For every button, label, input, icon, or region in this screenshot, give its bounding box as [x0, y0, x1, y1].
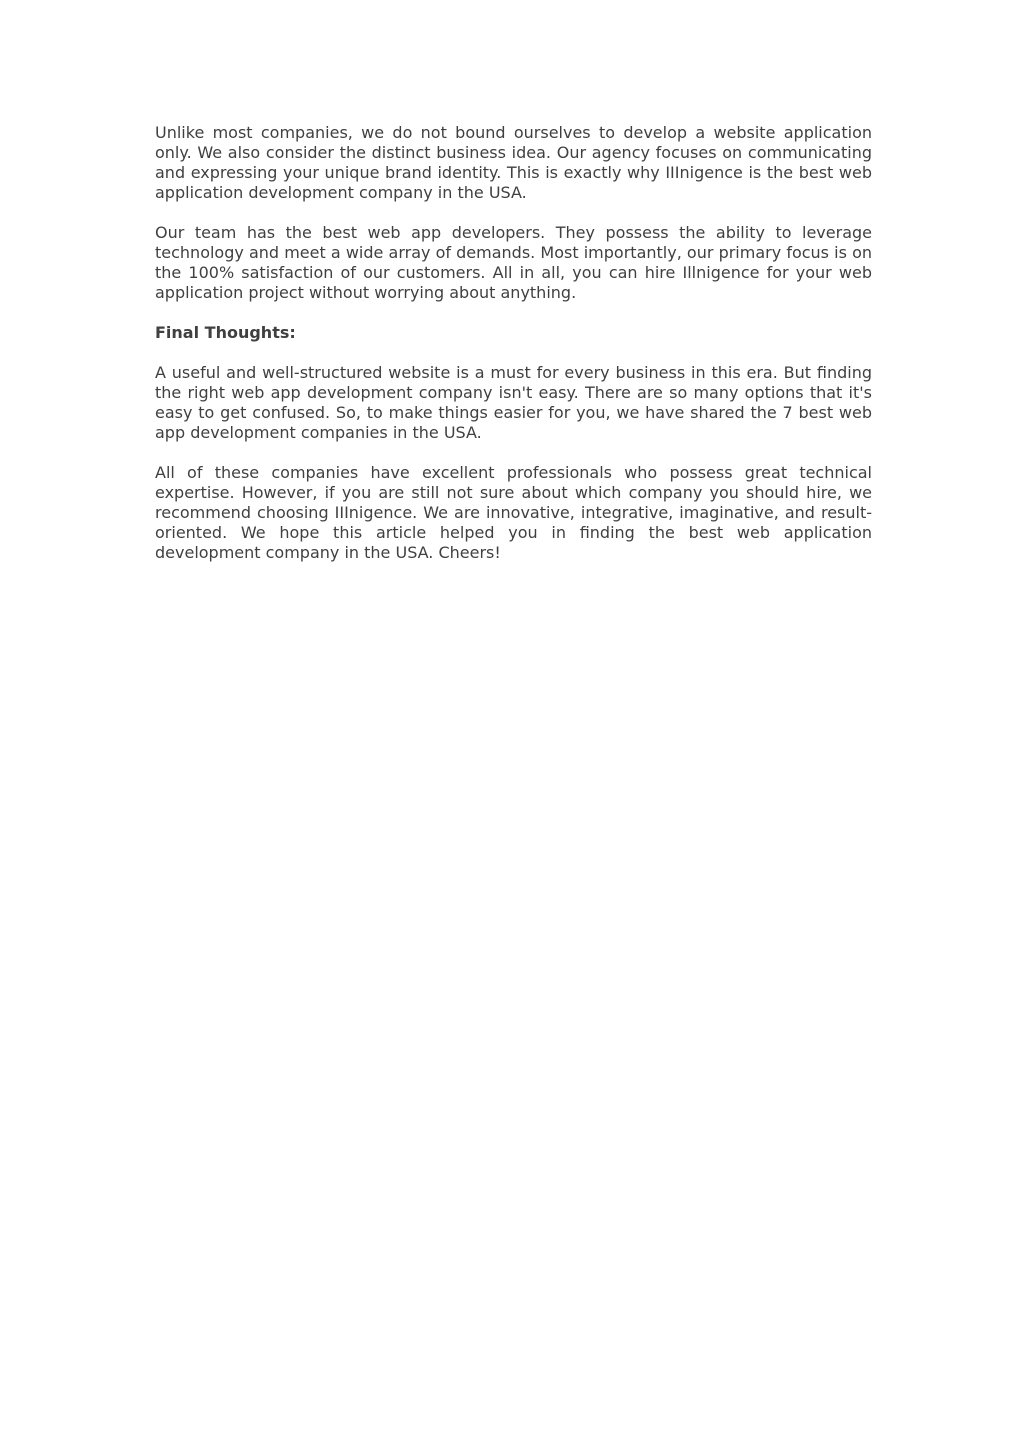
paragraph-recommendation: All of these companies have excellent professionals who possess great technical expertise. However, if you are still not sure about which company you should hire, we recommend choosing IIInigence. We are innovative, integrative, imaginative, and result-oriented. We hope this article helped you in finding the best web application development company in the USA. Cheers!	[155, 463, 872, 562]
document-page	[155, 123, 872, 583]
paragraph-team: Our team has the best web app developers. They possess the ability to leverage technology and meet a wide array of demands. Most importantly, our primary focus is on the 100% satisfaction of our customers. All in all, you can hire Illnigence for your web application project without worrying about anything.	[155, 223, 872, 302]
section-heading-final-thoughts: Final Thoughts:	[155, 323, 296, 342]
paragraph-conclusion: A useful and well-structured website is a must for every business in this era. But finding the right web app development company isn't easy. There are so many options that it's easy to get confused. So, to make things easier for you, we have shared the 7 best web app development companies in the USA.	[155, 363, 872, 442]
paragraph-brand-identity: Unlike most companies, we do not bound ourselves to develop a website application only. We also consider the distinct business idea. Our agency focuses on communicating and expressing your unique brand identity. This is exactly why IIInigence is the best web application development company in the USA.	[155, 123, 872, 202]
